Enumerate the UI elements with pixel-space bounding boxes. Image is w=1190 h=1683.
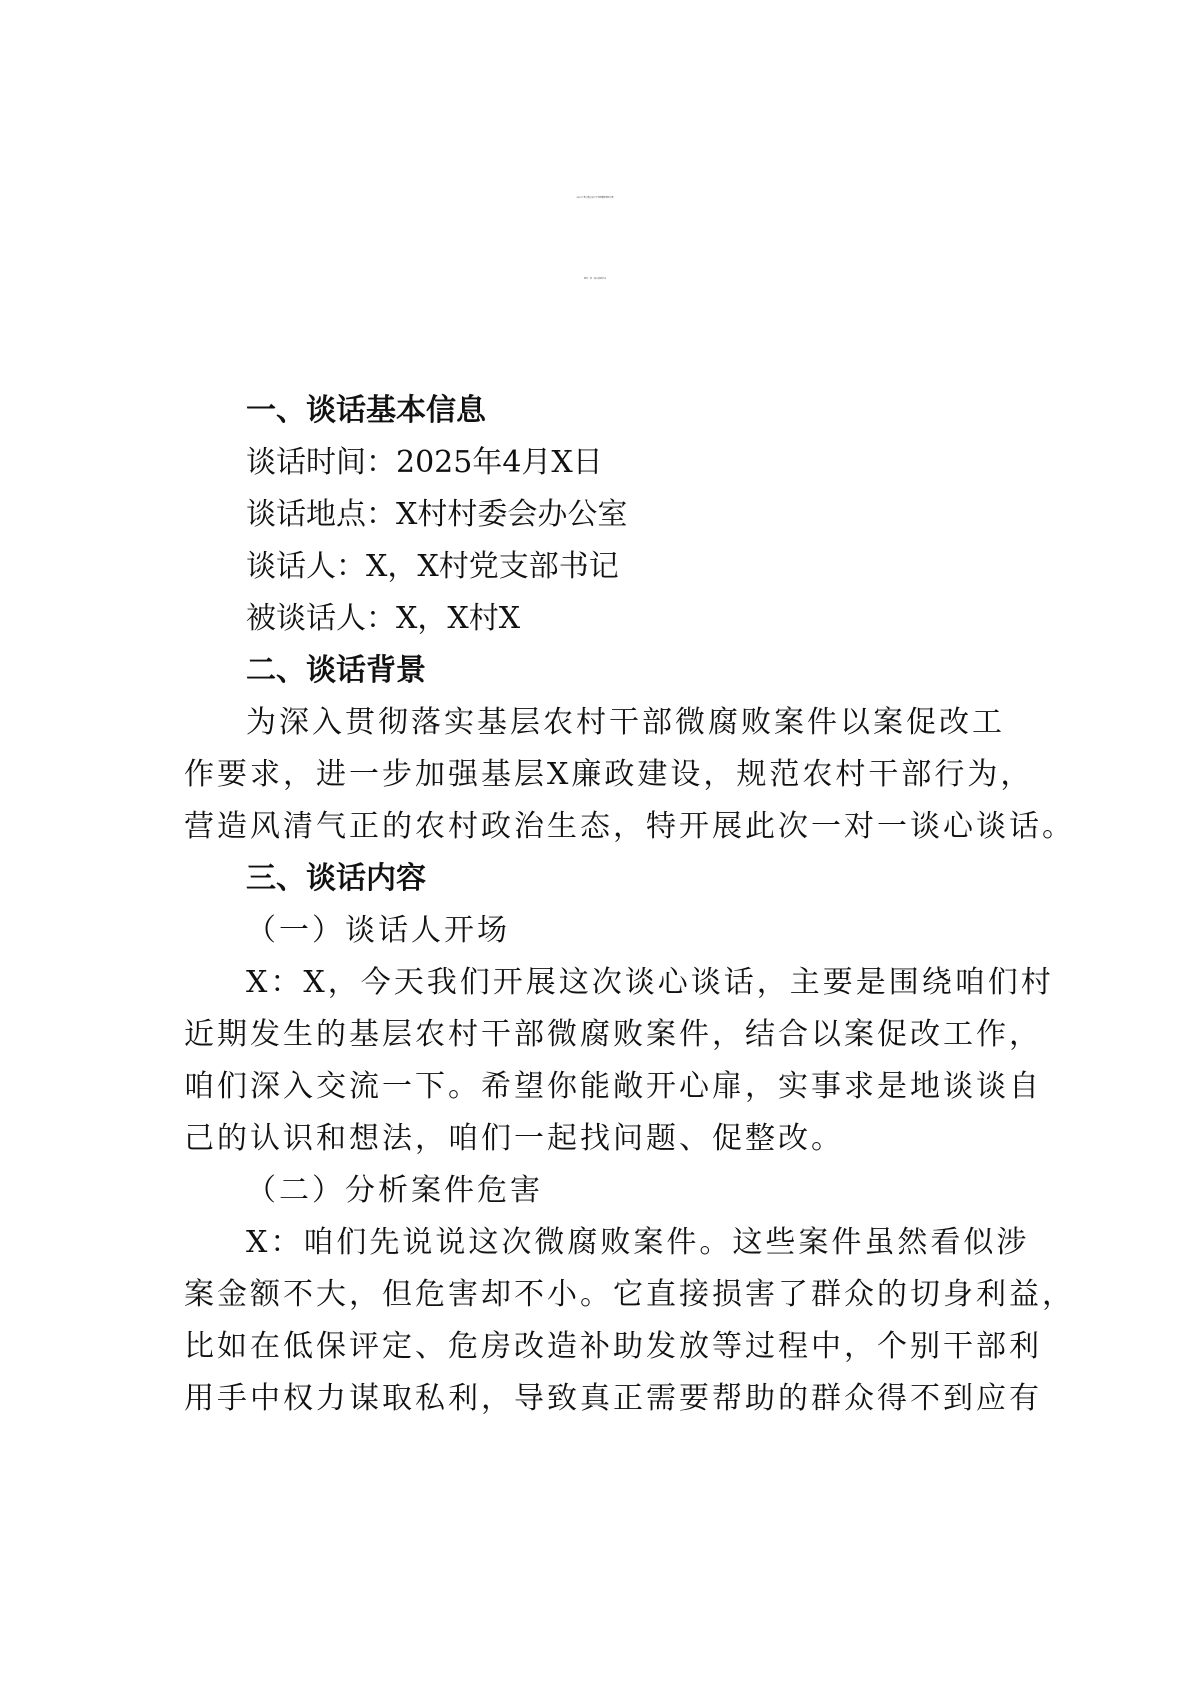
paragraph-line: 营造风清气正的农村政治生态，特开展此次一对一谈心谈话。 bbox=[184, 809, 1075, 844]
paragraph-line: 用手中权力谋取私利，导致真正需要帮助的群众得不到应有 bbox=[184, 1381, 1042, 1416]
paragraph-line: 近期发生的基层农村干部微腐败案件，结合以案促改工作， bbox=[184, 1017, 1042, 1052]
paragraph-line: 己的认识和想法，咱们一起找问题、促整改。 bbox=[184, 1121, 844, 1156]
paragraph-line: 作要求，进一步加强基层X廉政建设，规范农村干部行为， bbox=[184, 757, 1034, 792]
info-speaker: 谈话人：X，X村党支部书记 bbox=[246, 549, 619, 584]
document-title-line-1: 2025年某村基层农村干部微腐败案件以案 bbox=[576, 197, 614, 199]
section-heading-basic-info: 一、谈话基本信息 bbox=[246, 393, 486, 428]
section-heading-content: 三、谈话内容 bbox=[246, 861, 426, 896]
paragraph-line: 咱们深入交流一下。希望你能敞开心扉，实事求是地谈谈自 bbox=[184, 1069, 1042, 1104]
paragraph-line: X：咱们先说说这次微腐败案件。这些案件虽然看似涉 bbox=[246, 1225, 1030, 1260]
document-title-line-2: 促改一对一谈心谈话记录 bbox=[583, 278, 606, 280]
subsection-heading-opening: （一）谈话人开场 bbox=[246, 913, 510, 948]
section-heading-background: 二、谈话背景 bbox=[246, 653, 426, 688]
paragraph-line: 比如在低保评定、危房改造补助发放等过程中，个别干部利 bbox=[184, 1329, 1042, 1364]
info-place: 谈话地点：X村村委会办公室 bbox=[246, 497, 628, 532]
info-time: 谈话时间：2025年4月X日 bbox=[246, 445, 603, 480]
paragraph-line: 案金额不大，但危害却不小。它直接损害了群众的切身利益， bbox=[184, 1277, 1075, 1312]
subsection-heading-harm: （二）分析案件危害 bbox=[246, 1173, 543, 1208]
info-interviewee: 被谈话人：X，X村X bbox=[246, 601, 521, 636]
paragraph-line: X：X，今天我们开展这次谈心谈话，主要是围绕咱们村 bbox=[246, 965, 1054, 1000]
paragraph-line: 为深入贯彻落实基层农村干部微腐败案件以案促改工 bbox=[246, 705, 1005, 740]
